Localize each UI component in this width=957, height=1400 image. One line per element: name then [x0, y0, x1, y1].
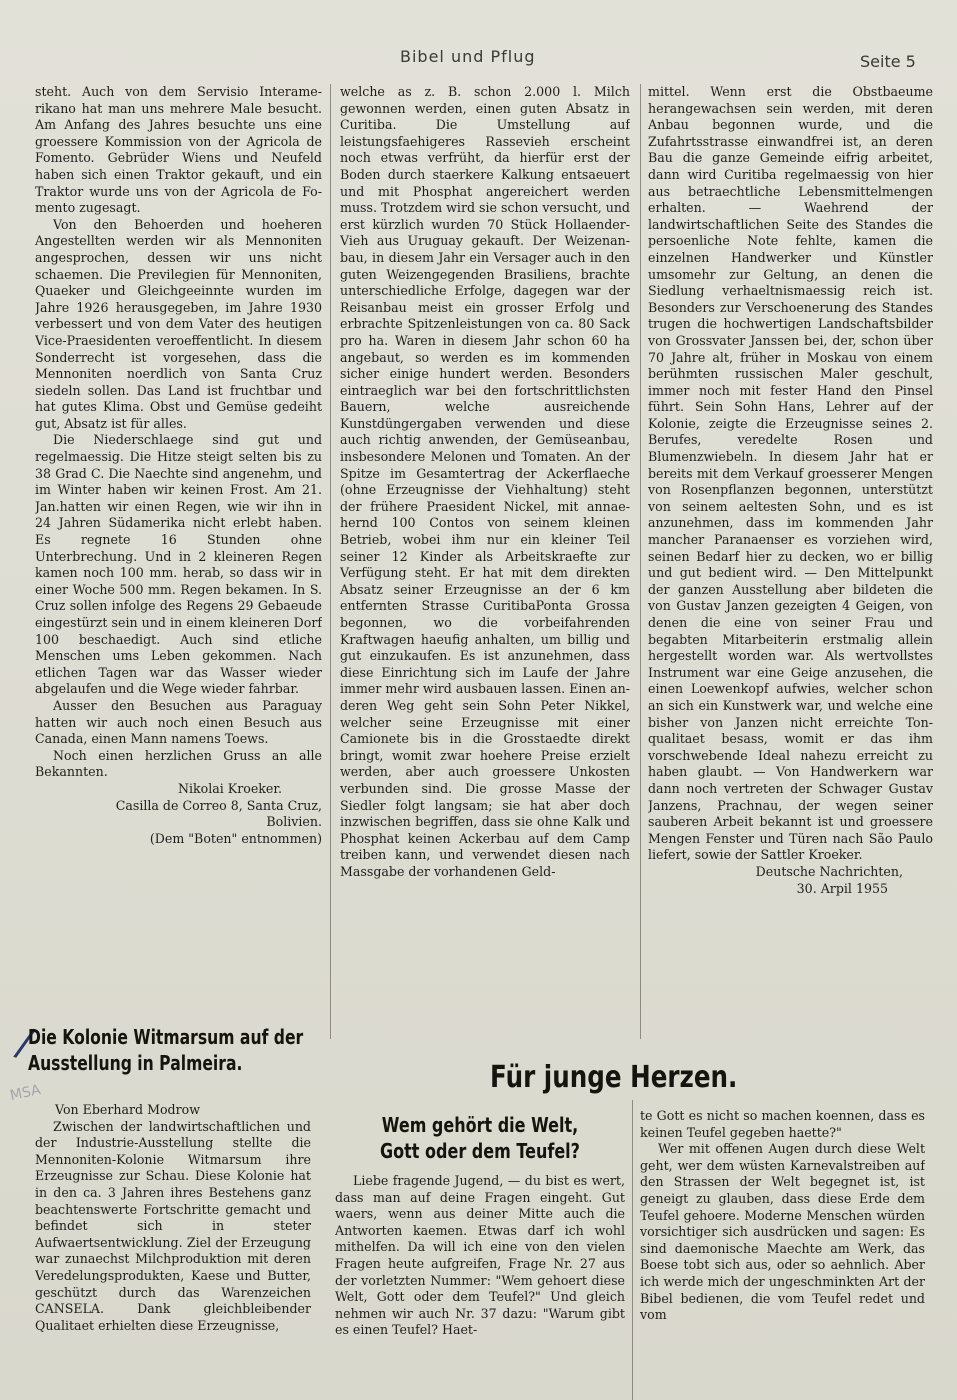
publication-title: Bibel und Pflug — [400, 47, 536, 66]
paragraph: Noch einen herzlichen Gruss an alle Bekannten. — [35, 747, 322, 780]
column-1 — [35, 84, 322, 1029]
article-body — [35, 1102, 311, 1392]
paragraph: Die Niederschlaege sind gut und regelmaessig. Die Hitze steigt selten bis zu 38 Grad C. Die Naechte sind angenehm, und im Winter haben wir keinen Frost. Am 21. Jan.hatten wir einen Regen, wie wir ihn in 24 Jahren Südamerika nicht erlebt haben. Es regnete 16 Stunden ohne Unterbrechung. Und in 2 kleineren Regen kamen noch 100 mm. herab, so dass wir in einer Woche 500 mm. Regen bekamen. In S. Cruz sollen infolge des Regens 29 Gebaeude eingestürzt sein und in einem kleineren Dorf 100 beschaedigt. Auch sind etliche Menschen ums Leben gekommen. Nach etlichen Tagen war das Wasser wieder abgelaufen und die Wege wieder fahrbar. — [35, 432, 322, 697]
source-note: (Dem "Boten" entnommen) — [149, 830, 322, 846]
signature-address: Casilla de Correo 8, Santa Cruz, — [115, 797, 322, 813]
paragraph: Liebe fragende Jugend, — du bist es wert, dass man auf deine Fragen eingeht. Gut waers, wenn aus deiner Mitte auch die Antworten kaemen. Etwas darf ich wohl mithelfen. Da will ich eine von den vielen Fragen heute aufgreifen, Frage Nr. 27 aus der vorletzten Nummer: "Wem gehoert diese Welt, Gott oder dem Teufel?" Und gleich nehmen wir auch Nr. 37 dazu: "Warum gibt es einen Teufel? Haet- — [335, 1173, 625, 1338]
archive-stamp: MSA — [8, 1081, 43, 1105]
column-2 — [340, 84, 630, 1036]
youth-column-2 — [640, 1108, 925, 1398]
subheading-text: Wem gehört die Welt, Gott oder dem Teufel? — [380, 1113, 580, 1163]
paragraph: mittel. Wenn erst die Obstbaeume herangewachsen sein werden, mit deren Anbau begonnen wurde, und die Zufahrtsstrasse einwandfrei ist, an deren Bau die ganze Gemeinde eifrig arbeitet, dann wird Curitiba regelmaessig von hier aus betraechtliche Lebensmittelmengen erhalten. — Waehrend der landwirtschaftlichen Seite des Standes die persoenliche Note fehlte, kamen die einzelnen Handwerker und Künstler umsomehr zur Geltung, an denen die Siedlung verhaeltnismaessig reich ist. Besonders zur Verschoenerung des Standes trugen die hochwertigen Landschaftsbilder von Grossvater Janssen bei, der, schon über 70 Jahre alt, früher in Moskau von einem berühmten russischen Maler geschult, immer noch mit fester Hand den Pinsel führt. Sein Sohn Hans, Lehrer auf der Kolonie, zeigte die Erzeugnisse seines 2. Berufes, veredelte Rosen und Blumenzwiebeln. In diesem Jahr hat er bereits mit dem Verkauf groesserer Mengen von Rosenpflanzen begonnen, unterstützt von seinem aeltesten Sohn, und es ist anzunehmen, dass im kommenden Jahr mancher Paranaenser es vorziehen wird, seinen Bedarf hier zu decken, wo er billig und gut bedient wird. — Den Mittelpunkt der ganzen Ausstellung aber bildeten die von Gustav Janzen gezeigten 4 Geigen, von denen die eine von seiner Frau und begabten Mitarbeiterin erstmalig allein hergestellt worden war. Als wertvollstes Instrument war eine Geige anzusehen, die einen Loewenkopf aufwies, welcher schon an sich ein Kunstwerk war, und welche eine bisher von Janzen nicht erreichte Tonqualitaet besass, womit er das ihm vorschwebende Ideal nahezu erreicht zu haben glaubt. — Von Handwerkern war dann noch vertreten der Schwager Gustav Janzens, Prachnau, der wegen seiner sauberen Arbeit bekannt ist und groessere Mengen Fenster und Türen nach São Paulo liefert, sowie der Sattler Kroeker. — [648, 84, 933, 863]
page-number: Seite 5 — [860, 52, 916, 71]
handwritten-mark: / — [11, 1019, 39, 1067]
column-rule — [330, 84, 331, 1039]
source-name: Deutsche Nachrichten, — [755, 863, 903, 879]
signature-country: Bolivien. — [266, 814, 322, 830]
article-subheading — [335, 1112, 625, 1164]
signature-name: Nikolai Kroeker. — [177, 780, 282, 796]
paragraph: Von den Behoerden und hoeheren Angestellten werden wir als Mennoniten angesprochen, dessen wir uns nicht schaemen. Die Previlegien für Mennoniten, Quaeker und Gleichgeeinnte wurden im Jahre 1926 herausgegeben, im Jahre 1930 verbessert und von dem Vater des heutigen Vice-Praesidenten veroeffentlicht. In diesem Sonderrecht ist vorgesehen, dass die Mennoniten noerdlich von Santa Cruz siedeln sollen. Das Land ist fruchtbar und hat gutes Klima. Obst und Gemüse gedeiht gut, Absatz ist für alles. — [35, 216, 322, 431]
paragraph: steht. Auch von dem Servisio Interamerikano hat man uns mehrere Male besucht. Am Anfang des Jahres besuchte uns eine groessere Kommission von der Agricola de Fomento. Gebrüder Wiens und Neufeld haben sich einen Traktor gekauft, und ein Traktor wurde uns von der Agricola de Fomento zugesagt. — [35, 84, 322, 216]
paragraph: Ausser den Besuchen aus Paraguay hatten wir auch noch einen Besuch aus Canada, einen Mann namens Toews. — [35, 697, 322, 747]
paragraph: welche as z. B. schon 2.000 l. Milch gewonnen werden, einen guten Absatz in Curitiba. Die Umstellung auf leistungsfaehigeres Rassevieh erscheint noch etwas verfrüht, da hierfür erst der Boden durch staerkere Kalkung entsaeuert und mit Phosphat angereichert werden muss. Trotzdem wird sie schon versucht, und erst kürzlich wurden 70 Stück Hollaender-Vieh aus Uruguay gekauft. Der Weizenanbau, in diesem Jahr ein Versager auch in den guten Weizengegenden Brasiliens, brachte unterschiedliche Erfolge, dagegen war der Reisanbau meist ein grosser Erfolg und erbrachte Spitzenleistungen von ca. 80 Sack pro ha. Waren in diesem Jahr schon 60 ha angebaut, so werden es im kommenden sicher einige hundert werden. Besonders eintraeglich war bei den fortschrittlichsten Bauern, welche ausreichende Kunstdüngergaben verwenden und diese auch richtig anwenden, der Gemüseanbau, insbesondere Melonen und Tomaten. An der Spitze im Gesamtertrag der Ackerflaeche (ohne Erzeugnisse der Viehhaltung) steht der frühere Praesident Nickel, mit annaehernd 100 Contos von seinem kleinen Betrieb, wobei ihm nur ein kleiner Teil seiner 12 Kinder als Arbeitskraefte zur Verfügung steht. Er hat mit dem direkten Absatz seiner Erzeugnisse an der 6 km entfernten Strasse CuritibaPonta Grossa begonnen, wo die vorbeifahrenden Kraftwagen haeufig anhalten, um billig und gut einzukaufen. Es ist anzunehmen, dass diese Einrichtung sich im Laufe der Jahre immer mehr wird ausbauen lassen. Einen anderen Weg geht sein Sohn Peter Nikkel, welcher seine Erzeugnisse mit einer Camionete bis in die Grosstaedte direkt bringt, womit zwar hoehere Preise erzielt werden, aber auch groessere Unkosten verbunden sind. Die grosse Masse der Siedler folgt langsam; sie hat aber doch inzwischen begriffen, dass sie ohne Kalk und Phosphat keinen Ackerbau auf dem Camp treiben kann, und verwendet diesen nach Massgabe der vorhandenen Geld- — [340, 84, 630, 879]
column-3 — [648, 84, 933, 1046]
paragraph: te Gott es nicht so machen koennen, dass es keinen Teufel gegeben haette?" — [640, 1108, 925, 1140]
byline: Von Eberhard Modrow — [55, 1102, 200, 1117]
article-title: Die Kolonie Witmarsum auf der Ausstellung in Palmeira. — [28, 1025, 304, 1075]
paragraph: Zwischen der landwirtschaftlichen und der Industrie-Ausstellung stellte die Mennoniten-Kolonie Witmarsum ihre Erzeugnisse zur Schau. Diese Kolonie hat in den ca. 3 Jahren ihres Bestehens ganz beachtenswerte Fortschritte gemacht und befindet sich in steter Aufwaertsentwicklung. Ziel der Erzeugung war zunaechst Milchproduktion mit deren Veredelungsprodukten, Kaese und Butter, geschützt durch das Warenzeichen CANSELA. Dank gleichbleibender Qualitaet erhielten diese Erzeugnisse, — [35, 1118, 311, 1333]
column-rule — [640, 84, 641, 1039]
source-date: 30. Arpil 1955 — [796, 880, 888, 896]
section-heading: Für junge Herzen. — [490, 1060, 738, 1095]
paragraph: Wer mit offenen Augen durch diese Welt geht, wer dem wüsten Karnevalstreiben auf den Strassen der Welt begegnet ist, ist geneigt zu glauben, dass diese Erde dem Teufel gehoere. Moderne Menschen würden vorsichtiger sich ausdrücken und sagen: Es sind daemonische Maechte am Werk, das Boese tobt sich aus, oder so aehnlich. Aber ich werde mich der ungeschminkten Art der Bibel bedienen, die vom Teufel redet und vom — [640, 1141, 925, 1323]
youth-column-1 — [335, 1173, 625, 1398]
column-rule — [632, 1100, 633, 1400]
